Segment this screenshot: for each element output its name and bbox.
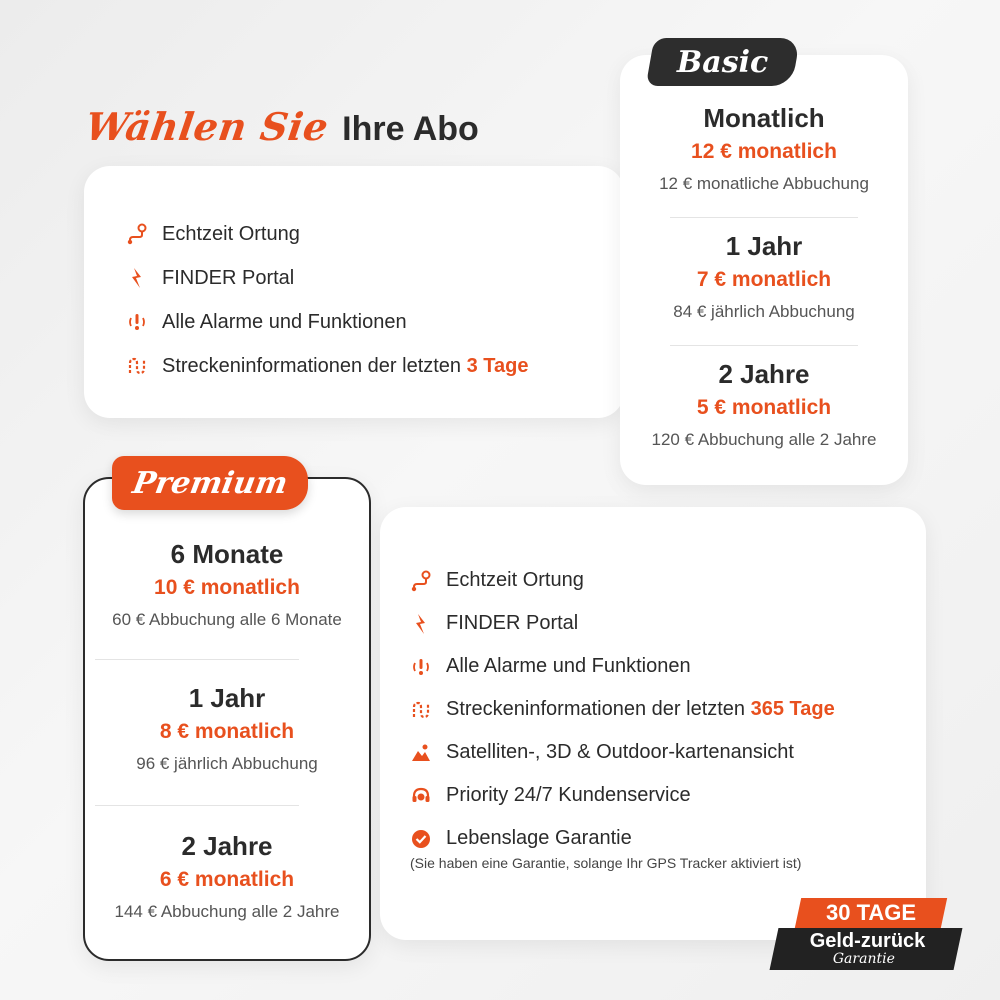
plan-1-year[interactable] xyxy=(620,231,908,322)
plan-name: Monatlich xyxy=(703,103,825,133)
list-item xyxy=(126,344,528,388)
feature-label: Satelliten-, 3D & Outdoor-kartenansicht xyxy=(446,741,794,763)
stamp-money-back: Geld-zurück xyxy=(809,930,926,952)
divider xyxy=(95,659,299,660)
list-item xyxy=(126,256,528,300)
alarm-signal-icon xyxy=(410,656,432,678)
premium-badge xyxy=(112,456,308,510)
list-item xyxy=(410,688,835,731)
basic-features-card xyxy=(84,166,624,418)
track-path-icon xyxy=(126,355,148,377)
premium-badge-label: Premium xyxy=(129,465,291,501)
feature-highlight: 3 Tage xyxy=(466,354,529,377)
plan-billing: 144 € Abbuchung alle 2 Jahre xyxy=(114,902,340,921)
feature-label: Lebenslage Garantie xyxy=(446,827,632,849)
list-item xyxy=(126,300,528,344)
feature-label: FINDER Portal xyxy=(446,612,579,634)
page-heading xyxy=(82,104,479,149)
feature-label: Alle Alarme und Funktionen xyxy=(446,655,691,677)
feature-label: Streckeninformationen der letzten 365 Tage xyxy=(446,698,835,720)
plan-name: 2 Jahre xyxy=(718,359,810,389)
feature-label: Echtzeit Ortung xyxy=(162,222,300,245)
stamp-days: 30 TAGE xyxy=(825,900,917,925)
money-back-stamp xyxy=(768,898,958,972)
plan-billing: 12 € monatliche Abbuchung xyxy=(659,174,869,193)
basic-badge xyxy=(646,38,800,86)
heading-script: Wählen Sie xyxy=(82,104,332,149)
divider xyxy=(670,217,858,218)
headset-icon xyxy=(410,785,432,807)
list-item xyxy=(410,774,835,817)
alarm-signal-icon xyxy=(126,311,148,333)
guarantee-note: (Sie haben eine Garantie, solange Ihr GPS Tracker aktiviert ist) xyxy=(410,855,802,871)
plan-billing: 96 € jährlich Abbuchung xyxy=(136,754,318,773)
feature-label: FINDER Portal xyxy=(162,266,295,289)
divider xyxy=(670,345,858,346)
basic-feature-list xyxy=(126,212,528,388)
list-item xyxy=(410,559,835,602)
stamp-top xyxy=(795,898,947,928)
plan-2-years[interactable] xyxy=(620,359,908,450)
plan-2-years[interactable] xyxy=(85,831,369,922)
plan-billing: 60 € Abbuchung alle 6 Monate xyxy=(112,610,342,629)
plan-name: 6 Monate xyxy=(170,539,284,569)
plan-price: 6 € monatlich xyxy=(159,868,295,891)
plan-price: 5 € monatlich xyxy=(696,396,832,419)
list-item xyxy=(410,645,835,688)
plan-6-months[interactable] xyxy=(85,539,369,630)
plan-price: 10 € monatlich xyxy=(154,576,300,599)
bolt-icon xyxy=(410,613,432,635)
list-item xyxy=(410,602,835,645)
list-item xyxy=(410,731,835,774)
feature-label: Priority 24/7 Kundenservice xyxy=(446,784,691,806)
premium-features-card xyxy=(380,507,926,940)
bolt-icon xyxy=(126,267,148,289)
plan-monthly[interactable] xyxy=(620,103,908,194)
stamp-guarantee: Garantie xyxy=(832,951,895,967)
plan-price: 12 € monatlich xyxy=(691,140,837,163)
route-pin-icon xyxy=(126,223,148,245)
plan-price: 7 € monatlich xyxy=(696,268,832,291)
shield-check-icon xyxy=(410,828,432,850)
divider xyxy=(95,805,299,806)
plan-name: 2 Jahre xyxy=(181,831,273,861)
plan-billing: 84 € jährlich Abbuchung xyxy=(673,302,855,321)
feature-label: Streckeninformationen der letzten 3 Tage xyxy=(162,354,529,377)
plan-1-year[interactable] xyxy=(85,683,369,774)
plan-price: 8 € monatlich xyxy=(159,720,295,743)
stamp-bottom xyxy=(770,928,963,970)
plan-name: 1 Jahr xyxy=(725,231,803,261)
basic-plan-card xyxy=(620,55,908,485)
list-item xyxy=(410,817,835,860)
premium-feature-list xyxy=(410,559,835,860)
route-pin-icon xyxy=(410,570,432,592)
track-path-icon xyxy=(410,699,432,721)
map-3d-icon xyxy=(410,742,432,764)
feature-label: Echtzeit Ortung xyxy=(446,569,584,591)
premium-plan-card xyxy=(83,477,371,961)
feature-highlight: 365 Tage xyxy=(750,698,835,720)
feature-label: Alle Alarme und Funktionen xyxy=(162,310,407,333)
basic-badge-label: Basic xyxy=(677,44,769,80)
heading-plain: Ihre Abo xyxy=(342,110,479,148)
plan-name: 1 Jahr xyxy=(188,683,266,713)
list-item xyxy=(126,212,528,256)
plan-billing: 120 € Abbuchung alle 2 Jahre xyxy=(651,430,877,449)
